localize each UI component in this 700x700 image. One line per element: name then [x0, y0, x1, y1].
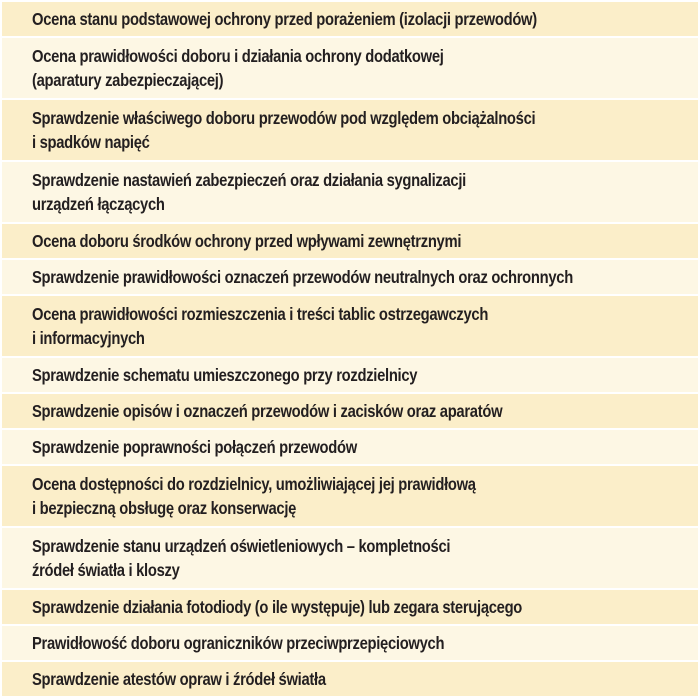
- row-text: Ocena prawidłowości doboru i działania ochrony dodatkowej (aparatury zabezpieczającej): [32, 46, 444, 90]
- row-text: Sprawdzenie nastawień zabezpieczeń oraz działania sygnalizacji urządzeń łączących: [32, 170, 466, 214]
- row-text: Ocena doboru środków ochrony przed wpływami zewnętrznymi: [32, 231, 462, 251]
- row-text: Sprawdzenie właściwego doboru przewodów pod względem obciążalności i spadków napięć: [32, 108, 536, 152]
- table-row: [2, 2, 698, 36]
- table-row: [2, 662, 698, 696]
- row-text: Sprawdzenie atestów opraw i źródeł światła: [32, 669, 326, 689]
- table-row: [2, 162, 698, 222]
- row-text: Sprawdzenie opisów i oznaczeń przewodów i zacisków oraz aparatów: [32, 401, 503, 421]
- row-text: Ocena prawidłowości rozmieszczenia i treści tablic ostrzegawczych i informacyjnych: [32, 304, 489, 348]
- row-text: Ocena dostępności do rozdzielnicy, umożliwiającej jej prawidłową i bezpieczną obsługę oraz konserwację: [32, 474, 476, 518]
- table-row: [2, 626, 698, 660]
- table-row: [2, 430, 698, 464]
- inspection-checklist-table: [2, 2, 698, 698]
- table-row: [2, 394, 698, 428]
- table-row: [2, 358, 698, 392]
- row-text: Sprawdzenie stanu urządzeń oświetleniowych – kompletności źródeł światła i kloszy: [32, 536, 451, 580]
- row-text: Prawidłowość doboru ograniczników przeciwprzepięciowych: [32, 633, 445, 653]
- table-row: [2, 100, 698, 160]
- table-row: [2, 590, 698, 624]
- table-row: [2, 296, 698, 356]
- row-text: Ocena stanu podstawowej ochrony przed porażeniem (izolacji przewodów): [32, 9, 537, 29]
- row-text: Sprawdzenie poprawności połączeń przewodów: [32, 437, 357, 457]
- table-row: [2, 224, 698, 258]
- row-text: Sprawdzenie prawidłowości oznaczeń przewodów neutralnych oraz ochronnych: [32, 267, 573, 287]
- table-row: [2, 466, 698, 526]
- table-row: [2, 528, 698, 588]
- table-row: [2, 38, 698, 98]
- row-text: Sprawdzenie działania fotodiody (o ile występuje) lub zegara sterującego: [32, 597, 523, 617]
- table-row: [2, 260, 698, 294]
- row-text: Sprawdzenie schematu umieszczonego przy rozdzielnicy: [32, 365, 418, 385]
